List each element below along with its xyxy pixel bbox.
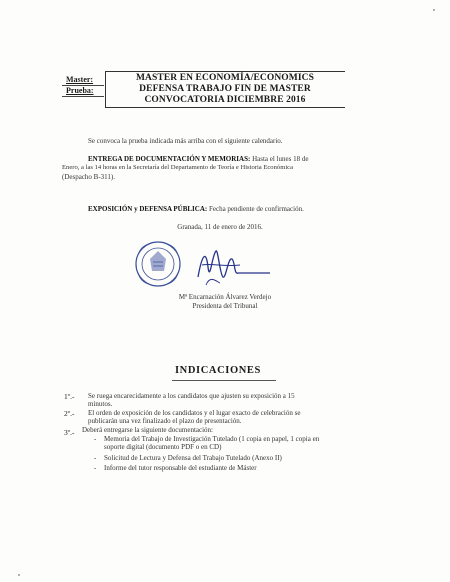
- header-title-line-1: MASTER EN ECONOMÍA/ECONOMICS: [135, 73, 315, 83]
- exposicion-heading: EXPOSICIÓN y DEFENSA PÚBLICA:: [88, 205, 208, 213]
- bullet-3-text: Informe del tutor responsable del estudiante de Máster: [104, 464, 257, 472]
- exposicion-paragraph: [88, 205, 388, 214]
- indicaciones-title: INDICACIONES: [175, 365, 261, 376]
- master-label: Master:: [66, 75, 94, 84]
- intro-text: Se convoca la prueba indicada más arriba con el siguiente calendario.: [88, 137, 283, 145]
- item-1-number: 1º.-: [64, 392, 75, 401]
- bullet-3-marker: -: [94, 464, 97, 472]
- exposicion-text: Fecha pendiente de confirmación.: [208, 205, 304, 213]
- item-1-line-2: minutos.: [88, 400, 113, 408]
- header-bottom-rule: [105, 107, 345, 108]
- item-2-line-2: publicarán una vez finalizado el plazo de presentación.: [88, 417, 242, 425]
- indicaciones-underline: [172, 380, 276, 381]
- entrega-text-3: (Despacho B-311).: [62, 173, 116, 181]
- bullet-2-marker: -: [94, 454, 97, 462]
- seal-and-signature-image: [120, 237, 280, 297]
- bullet-1-marker: -: [94, 435, 97, 443]
- entrega-text-1: Hasta el lunes 18 de: [252, 155, 309, 163]
- item-2-number: 2º.-: [64, 409, 75, 418]
- item-3-number: 3º.-: [64, 428, 75, 437]
- item-2-line-1: El orden de exposición de los candidatos y el lugar exacto de celebración se: [88, 409, 301, 417]
- signatory-name: Mª Encarnación Álvarez Verdejo: [178, 293, 272, 301]
- prueba-label: Prueba:: [66, 86, 94, 95]
- handwritten-signature: [198, 251, 270, 285]
- entrega-paragraph: [88, 155, 388, 164]
- bullet-1-line-1: Memoria del Trabajo de Investigación Tutelado (1 copia en papel, 1 copia en: [104, 435, 320, 443]
- header-title-line-3: CONVOCATORIA DICIEMBRE 2016: [144, 95, 306, 105]
- prueba-underline: [62, 96, 104, 97]
- bullet-2-text: Solicitud de Lectura y Defensa del Trabajo Tutelado (Anexo II): [104, 454, 282, 462]
- department-seal: [136, 242, 180, 286]
- entrega-text-2: Enero, a las 14 horas en la Secretaría del Departamento de Teoría e Historia Económica: [62, 164, 294, 171]
- item-3-line-1: Deberá entregarse la siguiente documentación:: [82, 426, 213, 434]
- date-line: Granada, 11 de enero de 2016.: [177, 223, 263, 231]
- scan-speck: [433, 9, 435, 11]
- header-left-border: [105, 71, 106, 107]
- entrega-heading: ENTREGA DE DOCUMENTACIÓN Y MEMORIAS:: [88, 155, 251, 163]
- bullet-1-line-2: soporte digital (documento PDF o en CD): [104, 443, 222, 451]
- header-title-line-2: DEFENSA TRABAJO FIN DE MASTER: [139, 84, 311, 94]
- item-1-line-1: Se ruega encarecidamente a los candidatos que ajusten su exposición a 15: [88, 392, 295, 400]
- scan-speck: [18, 574, 20, 576]
- header-top-rule: [105, 71, 345, 72]
- signatory-role: Presidenta del Tribunal: [192, 302, 258, 310]
